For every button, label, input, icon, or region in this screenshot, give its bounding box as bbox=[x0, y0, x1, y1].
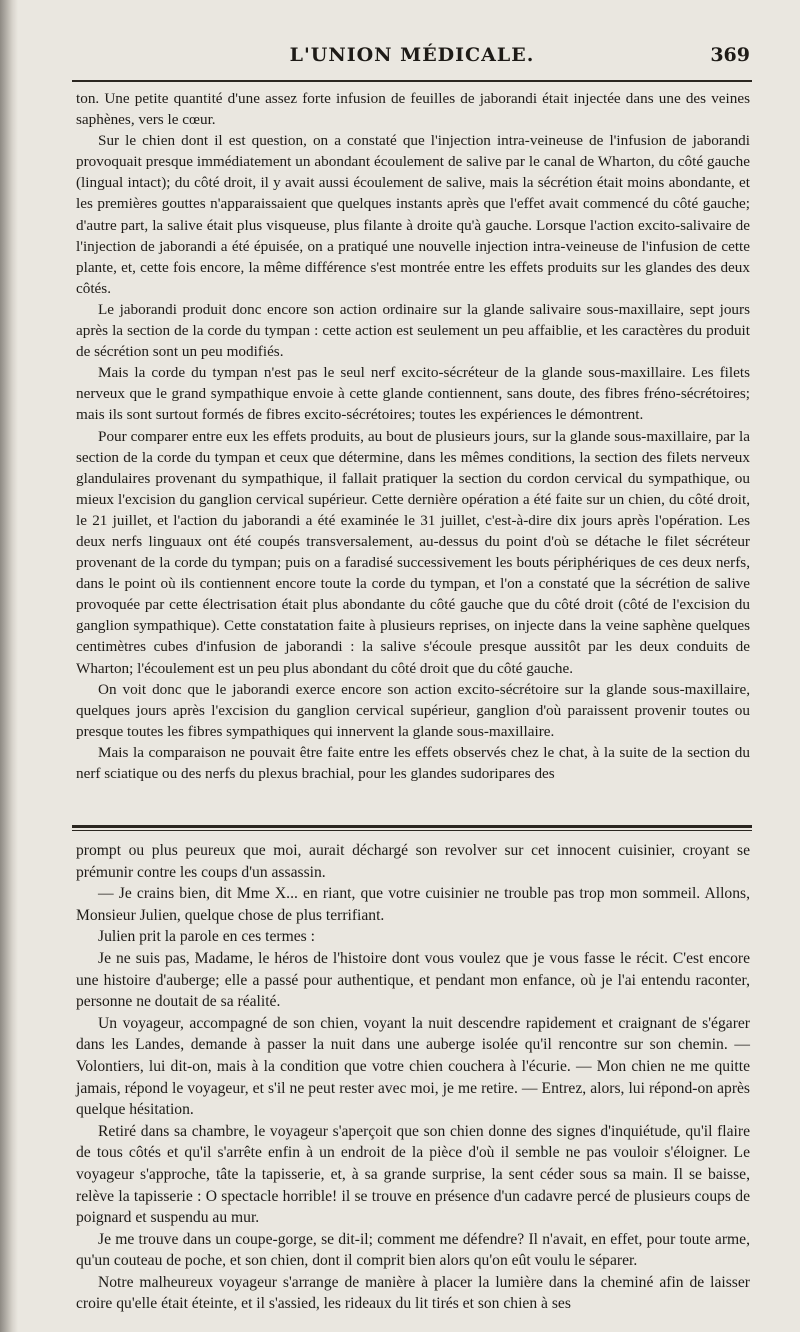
feuilleton-paragraph: Un voyageur, accompagné de son chien, voyant la nuit descendre rapidement et craignant de s'égarer dans les Landes, demande à passer la nuit dans une auberge isolée qu'il rencontre sur son chemin. — Volontiers, lui dit-on, mais à la condition que votre chien couchera à l'écurie. — Mon chien ne me quitte jamais, répond le voyageur, et s'il ne peut rester avec moi, je me retire. — Entrez, alors, lui répond-on après quelque hésitation. bbox=[76, 1014, 750, 1119]
feuilleton-paragraph: Je me trouve dans un coupe-gorge, se dit-il; comment me défendre? Il n'avait, en effet, pour toute arme, qu'un couteau de poche, et son chien, dont il comprit bien alors qu'on eût voulu le séparer. bbox=[76, 1230, 750, 1270]
feuilleton-paragraph: Notre malheureux voyageur s'arrange de manière à placer la lumière dans la cheminé afin de laisser croire qu'elle était éteinte, et il s'assied, les rideaux du lit tirés et son chien à ses bbox=[76, 1273, 750, 1313]
article-paragraph: ton. Une petite quantité d'une assez forte infusion de feuilles de jaborandi était injectée dans une des veines saphènes, vers le cœur. bbox=[76, 90, 750, 129]
feuilleton-paragraph: Retiré dans sa chambre, le voyageur s'aperçoit que son chien donne des signes d'inquiétude, qu'il flaire de tous côtés et qu'il s'arrête enfin à un endroit de la pièce d'où il semble ne pas vouloir s'éloigner. Le voyageur s'approche, tâte la tapisserie, et, à sa grande surprise, la sent céder sous sa main. Il se baisse, relève la tapisserie : O spectacle horrible! il se trouve en présence d'un cadavre percé de plusieurs coups de poignard et suspendu au mur. bbox=[76, 1122, 750, 1227]
header-rule bbox=[72, 80, 752, 82]
article-paragraph: Sur le chien dont il est question, on a constaté que l'injection intra-veineuse de l'infusion de jaborandi provoquait presque immédiatement un abondant écoulement de salive par le canal de Wharton, du côté gauche (lingual intact); du côté droit, il y avait aussi écoulement de salive, mais la sécrétion était moins abondante, et les premières gouttes n'apparaissaient que quelques instants après que l'effet avait commencé du côté gauche; d'autre part, la salive était plus visqueuse, plus filante à droite qu'à gauche. Lorsque l'action excito-salivaire de l'injection de jaborandi a été épuisée, on a pratiqué une nouvelle injection intra-veineuse de l'infusion de cette plante, et, cette fois encore, la même différence s'est montrée entre les effets produits sur les glandes des deux côtés. bbox=[76, 132, 750, 297]
article-paragraph: Pour comparer entre eux les effets produits, au bout de plusieurs jours, sur la glande sous-maxillaire, par la section de la corde du tympan et ceux que détermine, dans les mêmes conditions, la section des filets nerveux glandulaires provenant du sympathique, il fallait pratiquer la section du cordon cervical du sympathique, ou mieux l'excision du ganglion cervical supérieur. Cette dernière opération a été faite sur un chien, du côté droit, le 21 juillet, et l'action du jaborandi a été examinée le 31 juillet, c'est-à-dire dix jours après l'opération. Les deux nerfs linguaux ont été coupés transversalement, au-dessus du point d'où se détache le filet sécréteur provenant de la corde du tympan; puis on a faradisé successivement les bouts périphériques de ces deux nerfs, dans le point où ils contiennent encore toute la corde du tympan, et l'on a constaté que la sécrétion de salive provoquée par cette électrisation était plus abondante du côté gauche que du côté droit (côté de l'excision du ganglion sympathique). Cette constatation faite à plusieurs reprises, on injecte dans la veine saphène quelques centimètres cubes d'infusion de jaborandi : la salive s'écoule presque aussitôt par les deux conduits de Wharton; l'écoulement est un peu plus abondant du côté droit que du côté gauche. bbox=[76, 427, 750, 677]
page-number: 369 bbox=[710, 44, 750, 66]
article-paragraph: Le jaborandi produit donc encore son action ordinaire sur la glande salivaire sous-maxillaire, sept jours après la section de la corde du tympan : cette action est seulement un peu affaiblie, et les caractères du produit de sécrétion sont un peu modifiés. bbox=[76, 300, 750, 361]
article-paragraph: Mais la comparaison ne pouvait être faite entre les effets observés chez le chat, à la suite de la section du nerf sciatique ou des nerfs du plexus brachial, pour les glandes sudoripares des bbox=[76, 743, 750, 782]
feuilleton-body bbox=[76, 840, 750, 1315]
page-header bbox=[72, 40, 752, 76]
feuilleton-paragraph: Je ne suis pas, Madame, le héros de l'histoire dont vous voulez que je vous fasse le récit. C'est encore une histoire d'auberge; elle a passé pour authentique, et pendant mon enfance, où je l'ai entendu raconter, personne ne doutait de sa réalité. bbox=[76, 949, 750, 1011]
running-title: L'UNION MÉDICALE. bbox=[289, 44, 535, 66]
feuilleton-paragraph: Julien prit la parole en ces termes : bbox=[98, 928, 315, 946]
feuilleton-separator bbox=[72, 825, 752, 831]
article-paragraph: Mais la corde du tympan n'est pas le seul nerf excito-sécréteur de la glande sous-maxillaire. Les filets nerveux que le grand sympathique envoie à cette glande contiennent, sans doute, des fibres fréno-sécrétoires; mais ils sont surtout formés de fibres excito-sécrétoires; toutes les expériences le démontrent. bbox=[76, 364, 750, 424]
feuilleton-paragraph: prompt ou plus peureux que moi, aurait déchargé son revolver sur cet innocent cuisinier, croyant se prémunir contre les coups d'un assassin. bbox=[76, 842, 750, 881]
article-paragraph: On voit donc que le jaborandi exerce encore son action excito-sécrétoire sur la glande sous-maxillaire, quelques jours après l'excision du ganglion cervical supérieur, ganglion d'où paraissent provenir toutes ou presque toutes les fibres sympathiques qui innervent la glande sous-maxillaire. bbox=[76, 680, 750, 740]
book-spine-shadow bbox=[0, 0, 18, 1332]
article-body bbox=[76, 88, 750, 784]
feuilleton-paragraph: — Je crains bien, dit Mme X... en riant, que votre cuisinier ne trouble pas trop mon sommeil. Allons, Monsieur Julien, quelque chose de plus terrifiant. bbox=[76, 885, 750, 924]
